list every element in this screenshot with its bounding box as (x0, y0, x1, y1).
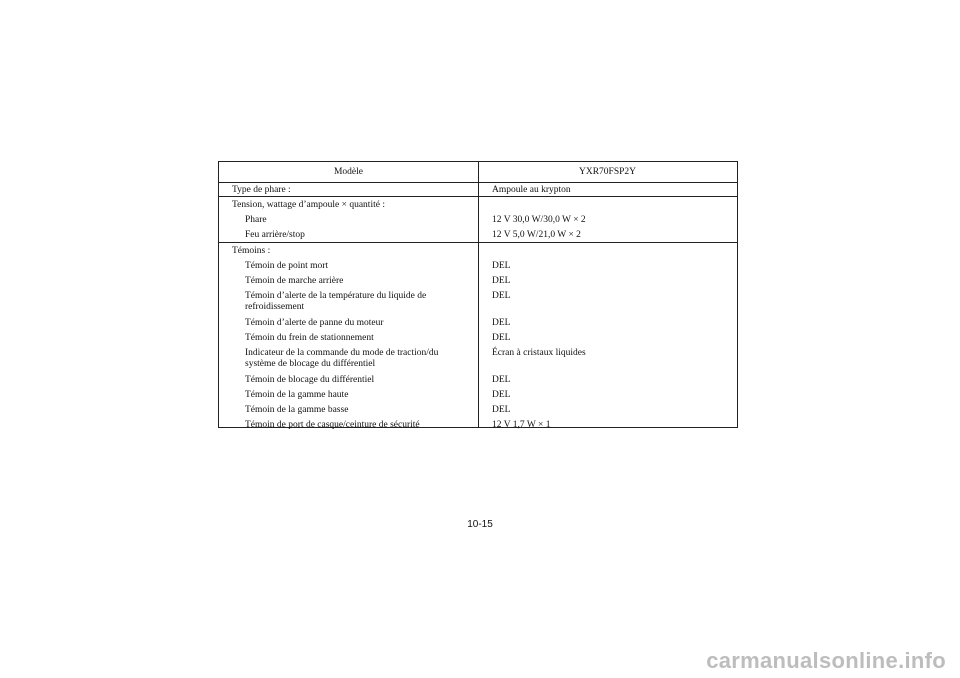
row-value: DEL (492, 333, 511, 343)
row-label: Témoin de blocage du différentiel (245, 375, 375, 385)
row-label: Témoin de point mort (245, 261, 329, 271)
table-section (219, 242, 737, 429)
spec-table (218, 161, 738, 428)
row-label: Feu arrière/stop (245, 230, 305, 240)
row-value: Écran à cristaux liquides (492, 348, 586, 358)
table-section (219, 196, 737, 243)
row-label-continued: système de blocage du différentiel (245, 359, 376, 369)
row-value: 12 V 1,7 W × 1 (492, 420, 551, 430)
row-label: Témoin d’alerte de la température du liquide de (245, 291, 427, 301)
watermark: carmanualsonline.info (706, 648, 946, 673)
row-value: DEL (492, 375, 511, 385)
row-label: Témoin de port de casque/ceinture de sécurité (245, 420, 420, 430)
row-value: DEL (492, 405, 511, 415)
row-label: Témoin de la gamme basse (245, 405, 349, 415)
row-label: Indicateur de la commande du mode de traction/du (245, 348, 439, 358)
row-value: DEL (492, 291, 511, 301)
row-label: Témoin d’alerte de panne du moteur (245, 318, 384, 328)
row-value: 12 V 5,0 W/21,0 W × 2 (492, 230, 581, 240)
row-label-continued: refroidissement (245, 302, 305, 312)
header-model-value: YXR70FSP2Y (578, 167, 637, 177)
row-label: Tension, wattage d’ampoule × quantité : (232, 200, 385, 210)
row-label: Témoin de la gamme haute (245, 390, 349, 400)
page-number: 10-15 (467, 519, 493, 530)
row-label: Type de phare : (232, 185, 291, 195)
table-row (219, 182, 737, 197)
row-value: DEL (492, 261, 511, 271)
row-label: Phare (245, 215, 267, 225)
row-value: 12 V 30,0 W/30,0 W × 2 (492, 215, 586, 225)
row-value: DEL (492, 390, 511, 400)
row-value: DEL (492, 276, 511, 286)
row-label: Témoins : (232, 246, 271, 256)
row-value: Ampoule au krypton (492, 185, 571, 195)
row-value: DEL (492, 318, 511, 328)
row-label: Témoin du frein de stationnement (245, 333, 374, 343)
row-label: Témoin de marche arrière (245, 276, 344, 286)
header-model-label: Modèle (333, 167, 364, 177)
